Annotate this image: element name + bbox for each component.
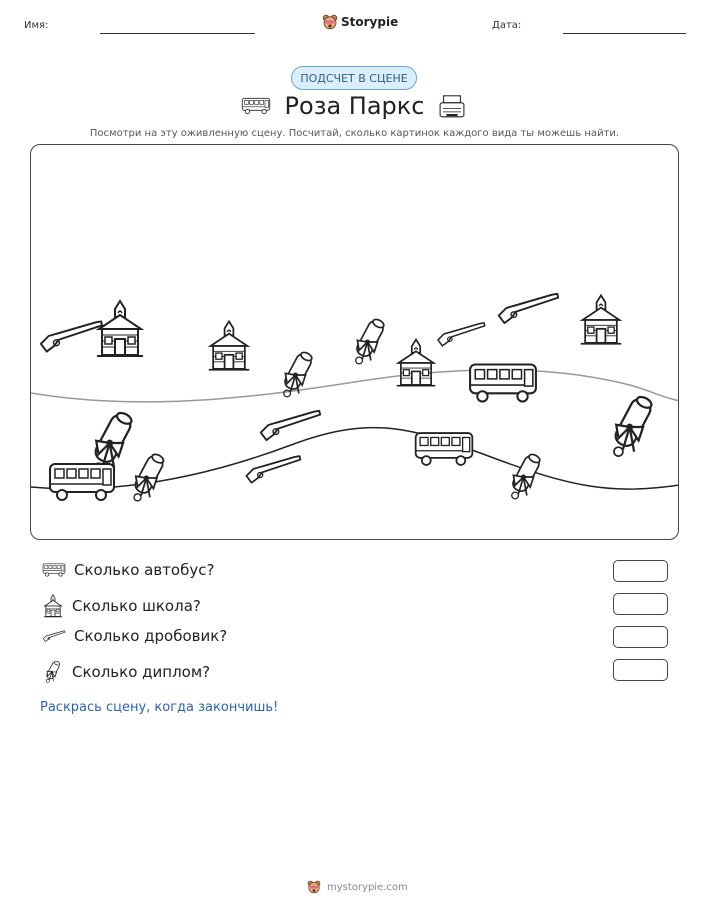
shotgun-icon xyxy=(41,321,102,351)
logo-text: Storypie xyxy=(341,15,399,29)
bear-icon xyxy=(322,14,338,30)
bus-icon xyxy=(50,464,114,500)
answer-box-shotgun[interactable] xyxy=(613,626,668,648)
question-row-shotgun xyxy=(42,627,227,645)
question-text: Сколько дробовик? xyxy=(74,627,228,645)
coloring-instruction: Раскрась сцену, когда закончишь! xyxy=(40,700,279,715)
date-label: Дата: xyxy=(492,20,522,31)
page-title: Роза Паркс xyxy=(284,92,425,120)
scene-drawing xyxy=(31,145,679,540)
name-line[interactable] xyxy=(100,33,255,34)
footer-url[interactable]: mystorypie.com xyxy=(327,881,408,893)
question-text: Сколько автобус? xyxy=(74,561,215,579)
hill-line-back xyxy=(31,370,679,402)
diploma-icon xyxy=(42,660,64,684)
question-row-diploma xyxy=(42,660,210,684)
diploma-icon xyxy=(511,453,542,499)
school-icon xyxy=(97,301,143,356)
footer xyxy=(307,880,408,894)
shotgun-icon xyxy=(499,294,558,323)
question-row-bus xyxy=(42,561,214,579)
answer-box-bus[interactable] xyxy=(613,560,668,582)
diploma-icon xyxy=(283,351,314,397)
bus-icon xyxy=(416,433,473,465)
school-icon xyxy=(581,295,621,343)
bear-icon xyxy=(307,880,321,894)
school-icon xyxy=(42,594,64,618)
answer-box-school[interactable] xyxy=(613,593,668,615)
school-icon xyxy=(397,339,436,385)
typewriter-icon xyxy=(438,94,466,120)
activity-badge: ПОДСЧЕТ В СЦЕНЕ xyxy=(291,66,417,90)
counting-scene xyxy=(30,144,679,540)
shotgun-icon xyxy=(246,456,300,483)
bus-icon xyxy=(42,561,66,579)
diploma-icon xyxy=(613,395,654,456)
name-label: Имя: xyxy=(24,20,49,31)
shotgun-icon xyxy=(261,411,320,440)
school-icon xyxy=(209,321,249,369)
shotgun-icon xyxy=(438,323,485,346)
diploma-icon xyxy=(355,318,386,364)
date-line[interactable] xyxy=(563,33,686,34)
question-text: Сколько школа? xyxy=(72,597,201,615)
hill-line-front xyxy=(31,428,679,489)
question-text: Сколько диплом? xyxy=(72,663,211,681)
answer-box-diploma[interactable] xyxy=(613,659,668,681)
diploma-icon xyxy=(133,453,165,501)
question-row-school xyxy=(42,594,201,618)
diploma-icon xyxy=(93,411,134,472)
shotgun-icon xyxy=(42,627,66,645)
storypie-logo xyxy=(322,14,398,30)
page-subtitle: Посмотри на эту оживленную сцену. Посчитай, сколько картинок каждого вида ты можешь найти. xyxy=(89,128,620,139)
bus-icon xyxy=(470,364,536,401)
